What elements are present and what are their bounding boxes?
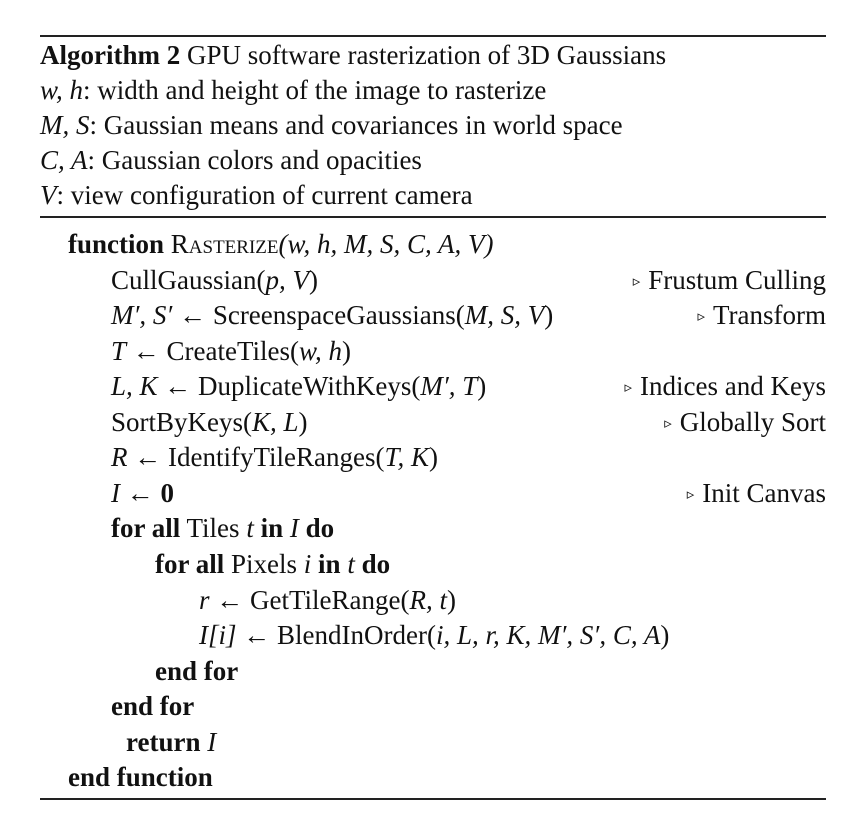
comment-transform xyxy=(697,298,826,334)
header-rule xyxy=(40,216,826,218)
get-range-line xyxy=(199,583,456,617)
get-range-lhs: r xyxy=(199,585,210,615)
cull-call: CullGaussian( xyxy=(111,265,266,295)
keyword-in: in xyxy=(260,513,284,543)
input-line xyxy=(40,143,422,177)
input-desc: : view configuration of current camera xyxy=(56,180,473,210)
duplicate-lhs: L, K xyxy=(111,371,158,401)
bottom-rule xyxy=(40,798,826,800)
init-lhs: I xyxy=(111,478,120,508)
return-var: I xyxy=(207,727,217,757)
keyword-for-all: for all xyxy=(111,513,181,543)
comment-text: Globally Sort xyxy=(679,407,826,437)
init-arrow: ← xyxy=(120,478,161,508)
sort-args: K, L xyxy=(252,407,299,437)
blend-index: [i] xyxy=(208,620,237,650)
function-name: Rasterize xyxy=(170,229,279,259)
create-tiles-call: ← CreateTiles( xyxy=(126,336,300,366)
duplicate-line xyxy=(111,369,486,403)
tile-ranges-lhs: R xyxy=(111,442,128,472)
blend-lhs: I xyxy=(199,620,208,650)
input-vars: w, h xyxy=(40,75,84,105)
comment-triangle-icon: ▹ xyxy=(624,380,633,396)
comment-globally-sort xyxy=(664,405,826,441)
tiles-loop-text: Tiles xyxy=(180,513,247,543)
tiles-loop-var: t xyxy=(246,513,254,543)
init-line xyxy=(111,476,174,510)
return-line xyxy=(126,725,216,759)
get-range-close: ) xyxy=(447,585,456,615)
end-for-outer xyxy=(111,689,194,723)
cull-args: p, V xyxy=(265,265,309,295)
input-vars: M, S xyxy=(40,110,90,140)
duplicate-args: M′, T xyxy=(420,371,478,401)
comment-indices-keys xyxy=(625,369,826,405)
input-line xyxy=(40,178,473,212)
end-function-line xyxy=(68,760,213,794)
tile-ranges-line xyxy=(111,440,438,474)
get-range-args: R, t xyxy=(409,585,447,615)
pixels-loop-text: Pixels xyxy=(224,549,304,579)
end-for-inner xyxy=(155,654,238,688)
blend-args: i, L, r, K, M′, S′, C, A xyxy=(435,620,661,650)
keyword-do: do xyxy=(361,549,391,579)
keyword-end-for: end for xyxy=(111,691,195,721)
input-vars: C, A xyxy=(40,145,88,175)
keyword-function: function xyxy=(68,229,165,259)
create-tiles-close: ) xyxy=(342,336,352,366)
function-line xyxy=(68,227,494,261)
tile-ranges-args: T, K xyxy=(384,442,430,472)
tile-ranges-call: ← IdentifyTileRanges( xyxy=(127,442,385,472)
comment-text: Frustum Culling xyxy=(648,265,826,295)
tile-ranges-close: ) xyxy=(429,442,439,472)
algorithm-label: Algorithm 2 xyxy=(40,40,181,70)
comment-triangle-icon: ▹ xyxy=(664,416,672,432)
get-range-call: ← GetTileRange( xyxy=(209,585,410,615)
comment-init-canvas xyxy=(687,476,826,512)
sort-line xyxy=(111,405,308,439)
create-tiles-args: w, h xyxy=(299,336,343,366)
comment-text: Init Canvas xyxy=(702,478,826,508)
blend-line xyxy=(199,618,669,652)
input-desc: : Gaussian means and covariances in world space xyxy=(89,110,623,140)
sort-close: ) xyxy=(298,407,308,437)
keyword-end-function: end function xyxy=(68,762,213,792)
algorithm-caption xyxy=(40,38,666,72)
keyword-end-for: end for xyxy=(155,656,239,686)
input-line xyxy=(40,73,546,107)
algorithm-title: GPU software rasterization of 3D Gaussians xyxy=(180,40,667,70)
comment-triangle-icon: ▹ xyxy=(632,274,641,290)
keyword-for-all: for all xyxy=(155,549,225,579)
comment-triangle-icon: ▹ xyxy=(697,309,705,325)
sort-call: SortByKeys( xyxy=(111,407,252,437)
screenspace-lhs: M′, S′ xyxy=(111,300,173,330)
input-line xyxy=(40,108,623,142)
comment-text: Indices and Keys xyxy=(640,371,826,401)
pixels-loop-set: t xyxy=(347,549,355,579)
input-desc: : Gaussian colors and opacities xyxy=(87,145,422,175)
pixels-loop-line xyxy=(155,547,390,581)
screenspace-args: M, S, V xyxy=(464,300,545,330)
comment-triangle-icon: ▹ xyxy=(686,487,695,503)
pixels-loop-var: i xyxy=(303,549,312,579)
screenspace-call: ← ScreenspaceGaussians( xyxy=(172,300,465,330)
init-value: 0 xyxy=(160,478,174,508)
create-tiles-line xyxy=(111,334,351,368)
duplicate-close: ) xyxy=(477,371,487,401)
keyword-return: return xyxy=(126,727,201,757)
tiles-loop-line xyxy=(111,511,334,545)
comment-frustum-culling xyxy=(633,263,826,299)
keyword-in: in xyxy=(318,549,341,579)
tiles-loop-set: I xyxy=(289,513,299,543)
keyword-do: do xyxy=(305,513,335,543)
cull-line xyxy=(111,263,318,297)
blend-close: ) xyxy=(660,620,670,650)
blend-call: ← BlendInOrder( xyxy=(236,620,436,650)
cull-close: ) xyxy=(309,265,318,295)
comment-text: Transform xyxy=(712,300,826,330)
input-desc: : width and height of the image to rasterize xyxy=(83,75,547,105)
top-rule xyxy=(40,35,826,37)
create-tiles-lhs: T xyxy=(111,336,127,366)
duplicate-call: ← DuplicateWithKeys( xyxy=(157,371,421,401)
screenspace-line xyxy=(111,298,553,332)
screenspace-close: ) xyxy=(544,300,554,330)
function-args: (w, h, M, S, C, A, V) xyxy=(278,229,494,259)
input-vars: V xyxy=(40,180,57,210)
